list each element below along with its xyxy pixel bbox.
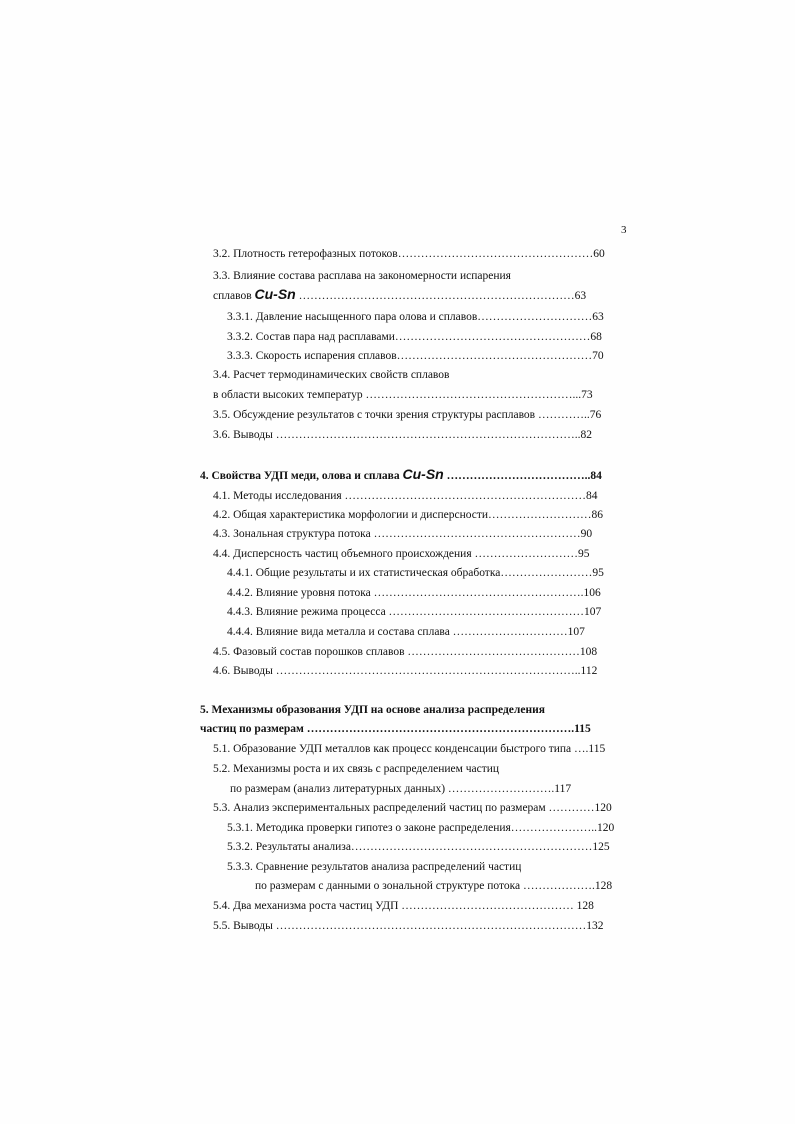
toc-entry-4-4-3: 4.4.3. Влияние режима процесса ……………………………………………107 (227, 606, 602, 618)
alloy-formula: Cu-Sn (254, 287, 296, 302)
toc-entry-3-6: 3.6. Выводы ……………………………………………………………………..82 (213, 429, 592, 441)
toc-entry-5-3-2: 5.3.2. Результаты анализа………………………………………………………125 (227, 841, 610, 853)
toc-entry-5-1: 5.1. Образование УДП металлов как процесс конденсации быстрого типа ….115 (213, 743, 606, 755)
toc-entry-3-4: 3.4. Расчет термодинамических свойств сплавов (213, 369, 450, 381)
toc-entry-4-4-4: 4.4.4. Влияние вида металла и состава сплава …………………………107 (227, 626, 585, 638)
toc-entry-4-4-2: 4.4.2. Влияние уровня потока ……………………………………………….106 (227, 587, 601, 599)
toc-entry-4-1: 4.1. Методы исследования ………………………………………………………84 (213, 490, 598, 502)
toc-entry-4-3: 4.3. Зональная структура потока ………………………………………………90 (213, 528, 593, 540)
toc-entry-5-3-1: 5.3.1. Методика проверки гипотез о законе распределения…………………..120 (227, 822, 615, 834)
toc-entry-4-5: 4.5. Фазовый состав порошков сплавов ………………………………………108 (213, 646, 598, 658)
toc-entry-4-4-1: 4.4.1. Общие результаты и их статистическая обработка……………………95 (227, 567, 604, 579)
toc-leader: ………………………………………………………………63 (295, 290, 587, 302)
toc-entry-5-4: 5.4. Два механизма роста частиц УДП ……………………………………… 128 (213, 900, 594, 912)
toc-entry-3-3-2: 3.3.2. Состав пара над расплавами……………………………………………68 (227, 331, 602, 343)
toc-entry-4-6: 4.6. Выводы ……………………………………………………………………..112 (213, 665, 598, 677)
toc-entry-3-3-cont (213, 287, 586, 303)
toc-entry-5-3-3: 5.3.3. Сравнение результатов анализа распределений частиц (227, 861, 522, 873)
toc-entry-5-2-cont: по размерам (анализ литературных данных) ……………………….117 (230, 783, 572, 795)
toc-entry-3-2: 3.2. Плотность гетерофазных потоков……………………………………………60 (213, 248, 605, 260)
toc-text: сплавов (213, 290, 255, 302)
toc-entry-3-3-3: 3.3.3. Скорость испарения сплавов……………………………………………70 (227, 350, 604, 362)
toc-chapter-4 (200, 467, 602, 483)
alloy-formula: Cu-Sn (402, 467, 444, 482)
toc-entry-3-3-1: 3.3.1. Давление насыщенного пара олова и сплавов…………………………63 (227, 311, 604, 323)
toc-entry-5-5: 5.5. Выводы ………………………………………………………………………132 (213, 920, 604, 932)
page-number: 3 (621, 224, 627, 236)
toc-entry-3-3: 3.3. Влияние состава расплава на закономерности испарения (213, 270, 511, 282)
toc-chapter-5-cont: частиц по размерам …………………………………………………………….115 (200, 723, 591, 735)
toc-leader: ………………………………..84 (443, 470, 602, 482)
toc-chapter-5: 5. Механизмы образования УДП на основе анализа распределения (200, 704, 545, 716)
toc-entry-3-4-cont: в области высоких температур ………………………………………………...73 (213, 389, 593, 401)
toc-entry-5-2: 5.2. Механизмы роста и их связь с распределением частиц (213, 763, 500, 775)
toc-text: 4. Свойства УДП меди, олова и сплава (200, 470, 403, 482)
toc-entry-3-5: 3.5. Обсуждение результатов с точки зрения структуры расплавов …………..76 (213, 409, 602, 421)
toc-entry-5-3: 5.3. Анализ экспериментальных распределений частиц по размерам …………120 (213, 802, 612, 814)
toc-entry-5-3-3-cont: по размерам с данными о зональной структуре потока ……………….128 (255, 880, 613, 892)
toc-entry-4-4: 4.4. Дисперсность частиц объемного происхождения ………………………95 (213, 548, 590, 560)
toc-entry-4-2: 4.2. Общая характеристика морфологии и дисперсности………………………86 (213, 509, 604, 521)
